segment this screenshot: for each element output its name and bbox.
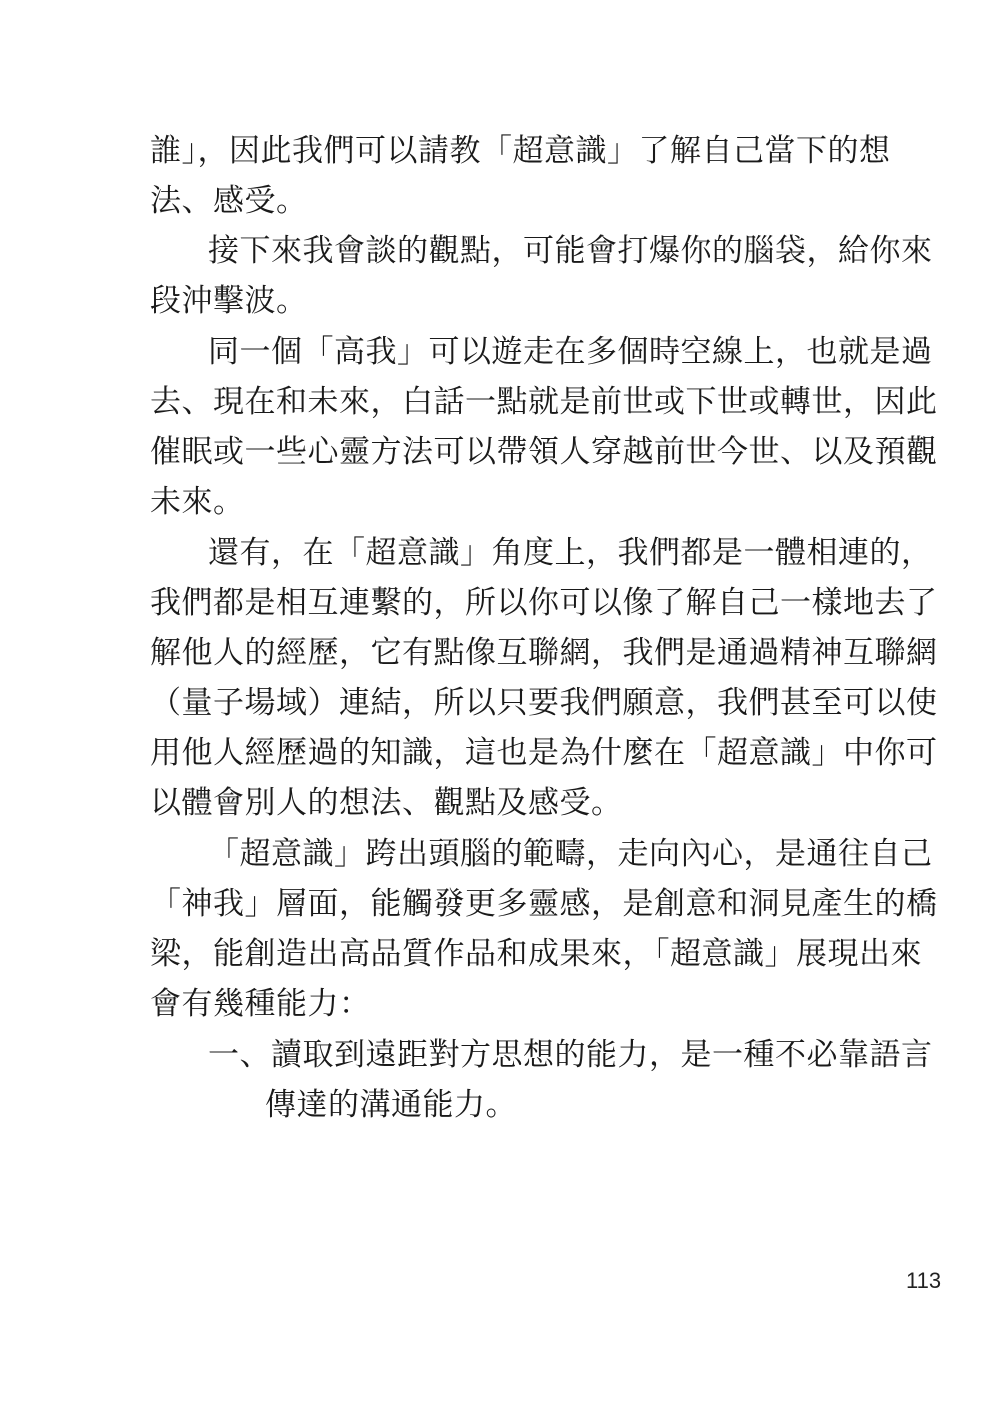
page-number: 113 [906,1268,942,1293]
text-line: 以體會別人的想法、觀點及感受。 [150,785,623,821]
text-line: 解他人的經歷，它有點像互聯網，我們是通過精神互聯網 [150,635,938,671]
text-line: （量子場域）連結，所以只要我們願意，我們甚至可以使 [150,685,938,721]
text-line: 還有，在「超意識」角度上，我們都是一體相連的， [208,535,933,571]
text-line: 段沖擊波。 [150,283,308,319]
text-line: 用他人經歷過的知識，這也是為什麼在「超意識」中你可 [150,735,938,771]
text-line: 同一個「高我」可以遊走在多個時空線上，也就是過 [208,334,933,370]
text-line: 去、現在和未來，白話一點就是前世或下世或轉世，因此 [150,384,938,420]
text-line: 會有幾種能力： [150,986,371,1022]
text-line: 接下來我會談的觀點，可能會打爆你的腦袋，給你來 [208,233,933,269]
text-line: 未來。 [150,484,245,520]
text-line: 「神我」層面，能觸發更多靈感，是創意和洞見產生的橋 [150,886,938,922]
text-line: 誰」，因此我們可以請教「超意識」了解自己當下的想 [150,133,891,169]
text-line: 催眠或一些心靈方法可以帶領人穿越前世今世、以及預觀 [150,434,938,470]
text-line: 「超意識」跨出頭腦的範疇，走向內心，是通往自己 [208,836,933,872]
text-line: 法、感受。 [150,183,308,219]
list-item-text: 傳達的溝通能力。 [265,1087,517,1123]
text-line: 我們都是相互連繫的，所以你可以像了解自己一樣地去了 [150,585,938,621]
list-item-text: 一、讀取到遠距對方思想的能力，是一種不必靠語言 [208,1037,933,1073]
text-line: 梁，能創造出高品質作品和成果來，「超意識」展現出來 [150,936,922,972]
